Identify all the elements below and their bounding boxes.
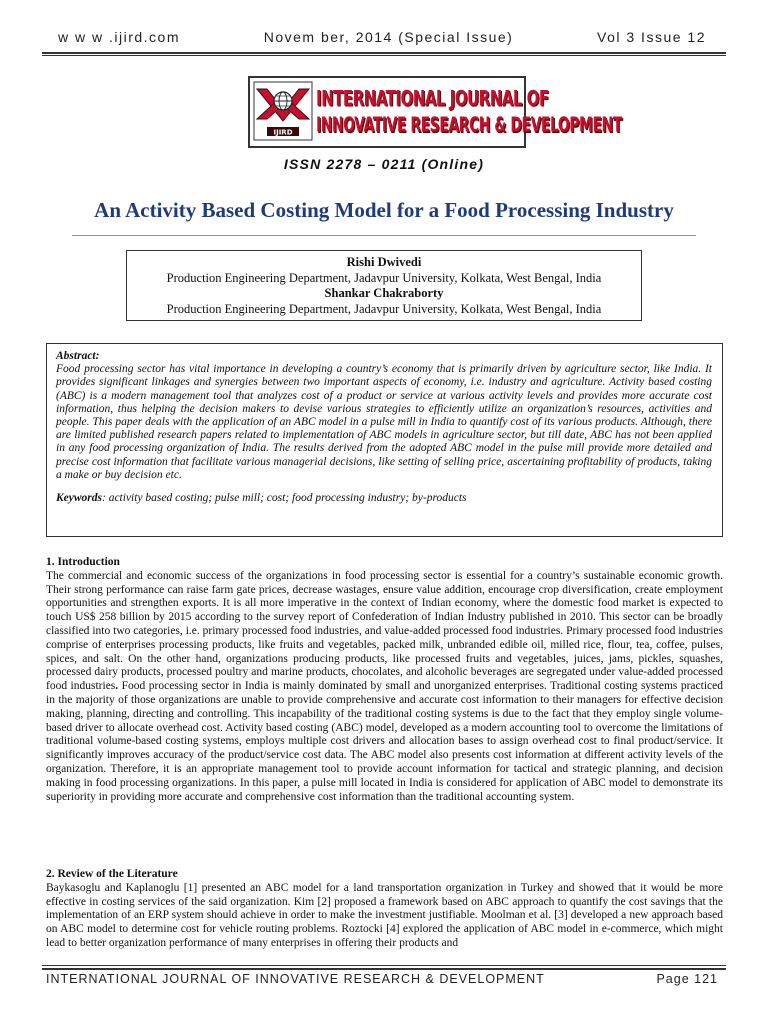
keywords-list: : activity based costing; pulse mill; cost; food processing industry; by-products [102, 492, 467, 505]
emblem-label: IJIRD [273, 128, 293, 137]
title-rule [72, 235, 696, 236]
section-literature-review [46, 868, 723, 951]
header-rule [42, 52, 726, 54]
journal-logo [248, 76, 622, 148]
header-website: w w w .ijird.com [58, 29, 181, 45]
section-text-part: The commercial and economic success of the organizations in food processing sector is essential for a country’s sustainable economic growth. Their strong performance can raise farm gate prices, decrease wastages, ensure value addition, encourage crop diversification, create employment opportunities and strengthen exports. It is all more imperative in the context of Indian economy, where the domestic food market is expected to touch US$ 258 billion by 2015 according to the survey report of Confederation of Indian Industry published in 2010. This sector can be broadly classified into two categories, i.e. primary processed food industries, and value-added processed food industries. Primary processed food industries comprise of enterprises processing products, like fruits and vegetables, packed milk, unbranded edible oil, milled rice, flour, tea, coffee, pulses, spices, and salt. On the other hand, organizations producing products, like processed fruits and vegetables, juices, jams, pickles, squashes, processed dairy products, processed poultry and marine products, chocolates, and alcoholic beverages are segregated under value-added processed food industries [46, 569, 723, 693]
footer-rule-thin [42, 965, 726, 966]
globe-emblem-icon [253, 81, 313, 141]
section-introduction [46, 556, 723, 804]
section-text-period: . [115, 680, 119, 693]
footer-journal: INTERNATIONAL JOURNAL OF INNOVATIVE RESEARCH & DEVELOPMENT [46, 972, 545, 986]
logo-line-1: INTERNATIONAL JOURNAL OF [316, 85, 549, 112]
section-text [46, 570, 723, 805]
section-text: Baykasoglu and Kaplanoglu [1] presented an ABC model for a land transportation organization in Turkey and showed that it would be more effective in costing services of the said organization. Kim [2] proposed a framework based on ABC approach to quantify the cost savings that the implementation of an ERP system should achieve in order to make the investment justifiable. Moolman et al. [3] developed a new approach based on ABC model to determine cost for vehicle routing problems. Roztocki [4] explored the application of ABC model in e-commerce, which might lead to better organization performance of many enterprises in offering their products and [46, 881, 723, 949]
header-volume: Vol 3 Issue 12 [597, 29, 706, 45]
footer-page: Page 121 [656, 972, 718, 986]
paper-title: An Activity Based Costing Model for a Food Processing Industry [94, 198, 674, 222]
running-footer [46, 972, 718, 986]
author-name: Rishi Dwivedi [346, 255, 422, 269]
issn: ISSN 2278 – 0211 (Online) [283, 156, 485, 172]
footer-rule [42, 968, 726, 970]
header-date: Novem ber, 2014 (Special Issue) [263, 29, 514, 45]
author-affiliation: Production Engineering Department, Jadavpur University, Kolkata, West Bengal, India [166, 270, 602, 285]
abstract-label: Abstract: [56, 350, 100, 362]
section-text-part: Food processing sector in India is mainly dominated by small and unorganized enterprises. Traditional costing systems practiced in the majority of those organizations are unable to provide comprehensive and accurate cost information to their managers for effective decision making, planning, directing and controlling. This incapability of the traditional costing systems is due to the fact that they employ single volume-based driver to allocate overhead cost. Activity based costing (ABC) model, developed as a modern accounting tool to overcome the limitations of traditional volume-based costing systems, employs multiple cost drivers and allocation bases to assign overhead cost to final product/service. It significantly improves accuracy of the product/service cost data. The ABC model also presents cost information at different activity levels of the organization. Therefore, it is an appropriate management tool to provide account information for tactical and strategic planning, and decision making in food processing organizations. In this paper, a pulse mill located in India is considered for application of ABC model to demonstrate its superiority in providing more accurate and comprehensive cost information than the traditional accounting system. [46, 680, 723, 803]
author-name: Shankar Chakraborty [324, 286, 444, 300]
section-heading: 2. Review of the Literature [46, 868, 178, 880]
section-heading: 1. Introduction [46, 556, 120, 568]
author-box [126, 250, 642, 321]
keywords [56, 492, 712, 505]
header-rule-thin [42, 55, 726, 56]
abstract-text: Food processing sector has vital importance in developing a country’s economy that is primarily driven by agriculture sector, like India. It provides significant linkages and synergies between two important aspects of economy, i.e. industry and agriculture. Activity based costing (ABC) is a modern management tool that analyzes cost of a product or service at various activity levels and provides more accurate cost information, thus helping the decision makers to devise various strategies to efficiently utilize an organization’s resources, activities and people. This paper deals with the application of an ABC model in a pulse mill in India to quantify cost of its various products. Although, there are limited published research papers related to implementation of ABC models in agriculture sector, but till date, ABC has not been applied in any food processing organization of India. The results derived from the adopted ABC model in the pulse mill provide more detailed and precise cost information that facilitate various managerial decisions, like setting of selling price, ascertaining profitability of products, taking a make or buy decision etc. [56, 363, 712, 481]
keywords-label: Keywords [56, 492, 102, 505]
logo-line-2: INNOVATIVE RESEARCH & DEVELOPMENT [316, 114, 622, 138]
abstract-box [46, 343, 723, 537]
author-affiliation: Production Engineering Department, Jadavpur University, Kolkata, West Bengal, India [166, 301, 602, 316]
running-header [58, 29, 706, 45]
